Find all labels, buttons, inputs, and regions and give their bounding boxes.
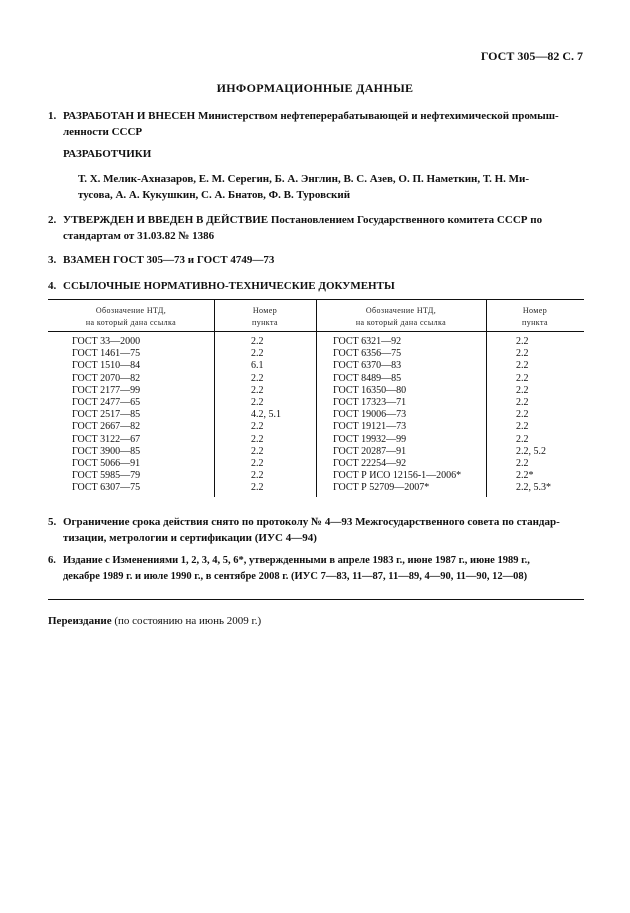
table-cell-item: 2.2 [251,384,264,396]
header-doc-line1: Обозначение НТД, [365,306,437,315]
table-cell-item: 2.2 [251,433,264,445]
header-item-line1: Номер [252,306,278,315]
table-cell-item: 2.2 [251,470,264,482]
table-cell-document: ГОСТ 1461—75 [72,348,141,360]
table-header-document [316,305,486,329]
table-cell-item: 2.2 [251,372,264,384]
table-cell-item: 2.2 [516,421,529,433]
section-2-number: 2. [48,214,57,226]
table-cell-document: ГОСТ 5985—79 [72,470,141,482]
section-4 [48,278,585,294]
section-4-text: ССЫЛОЧНЫЕ НОРМАТИВНО-ТЕХНИЧЕСКИЕ ДОКУМЕНТЫ [63,280,395,292]
section-2 [48,212,585,244]
table-cell-item: 4.2, 5.1 [251,409,281,421]
page-header-code: ГОСТ 305—82 С. 7 [480,49,583,63]
table-cell-item: 2.2 [516,458,529,470]
table-cell-item: 2.2 [516,397,529,409]
table-cell-item: 2.2 [251,348,264,360]
table-cell-item: 2.2 [516,433,529,445]
section-4-number: 4. [48,280,57,292]
table-header-document [48,305,214,329]
table-cell-item: 2.2 [516,372,529,384]
section-2-line2: стандартам от 31.03.82 № 1386 [63,230,215,242]
table-cell-document: ГОСТ 16350—80 [333,384,407,396]
table-cell-item: 2.2 [516,384,529,396]
table-cell-document: ГОСТ 8489—85 [333,372,402,384]
table-cell-document: ГОСТ 2177—99 [72,384,141,396]
developers-line2: тусова, А. А. Кукушкин, С. А. Бнатов, Ф. В. Туровский [78,189,351,201]
table-cell-document: ГОСТ 6321—92 [333,336,402,347]
table-cell-document: ГОСТ 17323—71 [333,397,407,409]
section-1-line1: РАЗРАБОТАН И ВНЕСЕН Министерством нефтеперерабатывающей и нефтехимической промыш- [63,110,559,122]
table-cell-item: 2.2 [516,348,529,360]
table-cell-document: ГОСТ 2517—85 [72,409,141,421]
table-cell-item: 2.2 [251,336,264,347]
section-5 [48,514,585,546]
page-title: ИНФОРМАЦИОННЫЕ ДАННЫЕ [216,81,414,95]
table-cell-document: ГОСТ 3900—85 [72,445,141,457]
table-cell-document: ГОСТ 33—2000 [72,336,141,347]
table-cell-item: 2.2 [516,360,529,372]
section-5-line1: Ограничение срока действия снято по протоколу № 4—93 Межгосударственного совета по стандар- [63,516,560,528]
table-cell-item: 2.2 [516,409,529,421]
table-cell-item: 2.2 [251,445,264,457]
table-cell-document: ГОСТ 19006—73 [333,409,407,421]
section-1 [48,108,585,140]
table-cell-document: ГОСТ 20287—91 [333,445,407,457]
table-cell-document: ГОСТ 19121—73 [333,421,407,433]
table-cell-item: 2.2 [251,458,264,470]
table-cell-document: ГОСТ 2070—82 [72,372,141,384]
table-cell-document: ГОСТ 2477—65 [72,397,141,409]
table-cell-document: ГОСТ 22254—92 [333,458,407,470]
header-doc-line2: на который дана ссылка [85,318,177,327]
table-cell-item: 2.2 [251,421,264,433]
section-3 [48,252,585,268]
section-5-number: 5. [48,516,57,528]
section-1-number: 1. [48,110,57,122]
table-cell-item: 2.2 [251,482,264,494]
section-3-text: ВЗАМЕН ГОСТ 305—73 и ГОСТ 4749—73 [63,254,275,266]
table-cell-document: ГОСТ 6370—83 [333,360,402,372]
right-document-column [333,336,461,495]
table-cell-document: ГОСТ 2667—82 [72,421,141,433]
table-cell-document: ГОСТ 1510—84 [72,360,141,372]
section-2-line1: УТВЕРЖДЕН И ВВЕДЕН В ДЕЙСТВИЕ Постановлением Государственного комитета СССР по [63,214,543,226]
header-item-line1: Номер [522,306,548,315]
table-cell-item: 2.2 [516,336,529,347]
header-item-line2: пункта [252,318,278,327]
table-cell-item: 2.2 [251,397,264,409]
table-cell-document: ГОСТ 6307—75 [72,482,141,494]
header-doc-line2: на который дана ссылка [355,318,447,327]
section-5-line2: тизации, метрологии и сертификации (ИУС 4—94) [63,532,317,544]
section-6-line2: декабре 1989 г. и июле 1990 г., в сентябре 2008 г. (ИУС 7—83, 11—87, 11—89, 4—90, 11—90, 12—08) [63,571,528,582]
table-cell-item: 2.2, 5.3* [516,482,551,494]
section-3-number: 3. [48,254,57,266]
table-header-item [214,305,316,329]
section-1-line2: ленности СССР [63,126,143,138]
table-cell-item: 2.2* [516,470,534,482]
table-cell-document: ГОСТ Р 52709—2007* [333,482,430,494]
reissue-label: Переиздание [48,615,112,627]
header-doc-line1: Обозначение НТД, [95,306,167,315]
table-cell-document: ГОСТ 3122—67 [72,433,141,445]
header-item-line2: пункта [522,318,548,327]
table-cell-document: ГОСТ 19932—99 [333,433,407,445]
section-6 [48,553,585,585]
reference-table [48,299,584,497]
developers-heading: РАЗРАБОТЧИКИ [63,148,152,160]
left-item-column [251,336,281,495]
section-6-line1: Издание с Изменениями 1, 2, 3, 4, 5, 6*, утвержденными в апреле 1983 г., июне 1987 г., июне 1989 г., [63,555,530,566]
table-header-item [486,305,584,329]
table-cell-document: ГОСТ 5066—91 [72,458,141,470]
developers-line1: Т. Х. Мелик-Ахназаров, Е. М. Серегин, Б. А. Энглин, В. С. Азев, О. П. Наметкин, Т. Н. Ми- [78,173,530,185]
right-item-column [516,336,551,495]
table-cell-document: ГОСТ Р ИСО 12156-1—2006* [333,470,462,482]
footer-separator [48,599,584,600]
left-document-column [72,336,140,495]
reissue-date: (по состоянию на июнь 2009 г.) [114,615,262,627]
table-cell-item: 2.2, 5.2 [516,445,546,457]
developers-list [48,171,585,203]
reissue-note [48,615,261,627]
table-cell-item: 6.1 [251,360,264,372]
table-cell-document: ГОСТ 6356—75 [333,348,402,360]
section-6-number: 6. [48,555,56,566]
